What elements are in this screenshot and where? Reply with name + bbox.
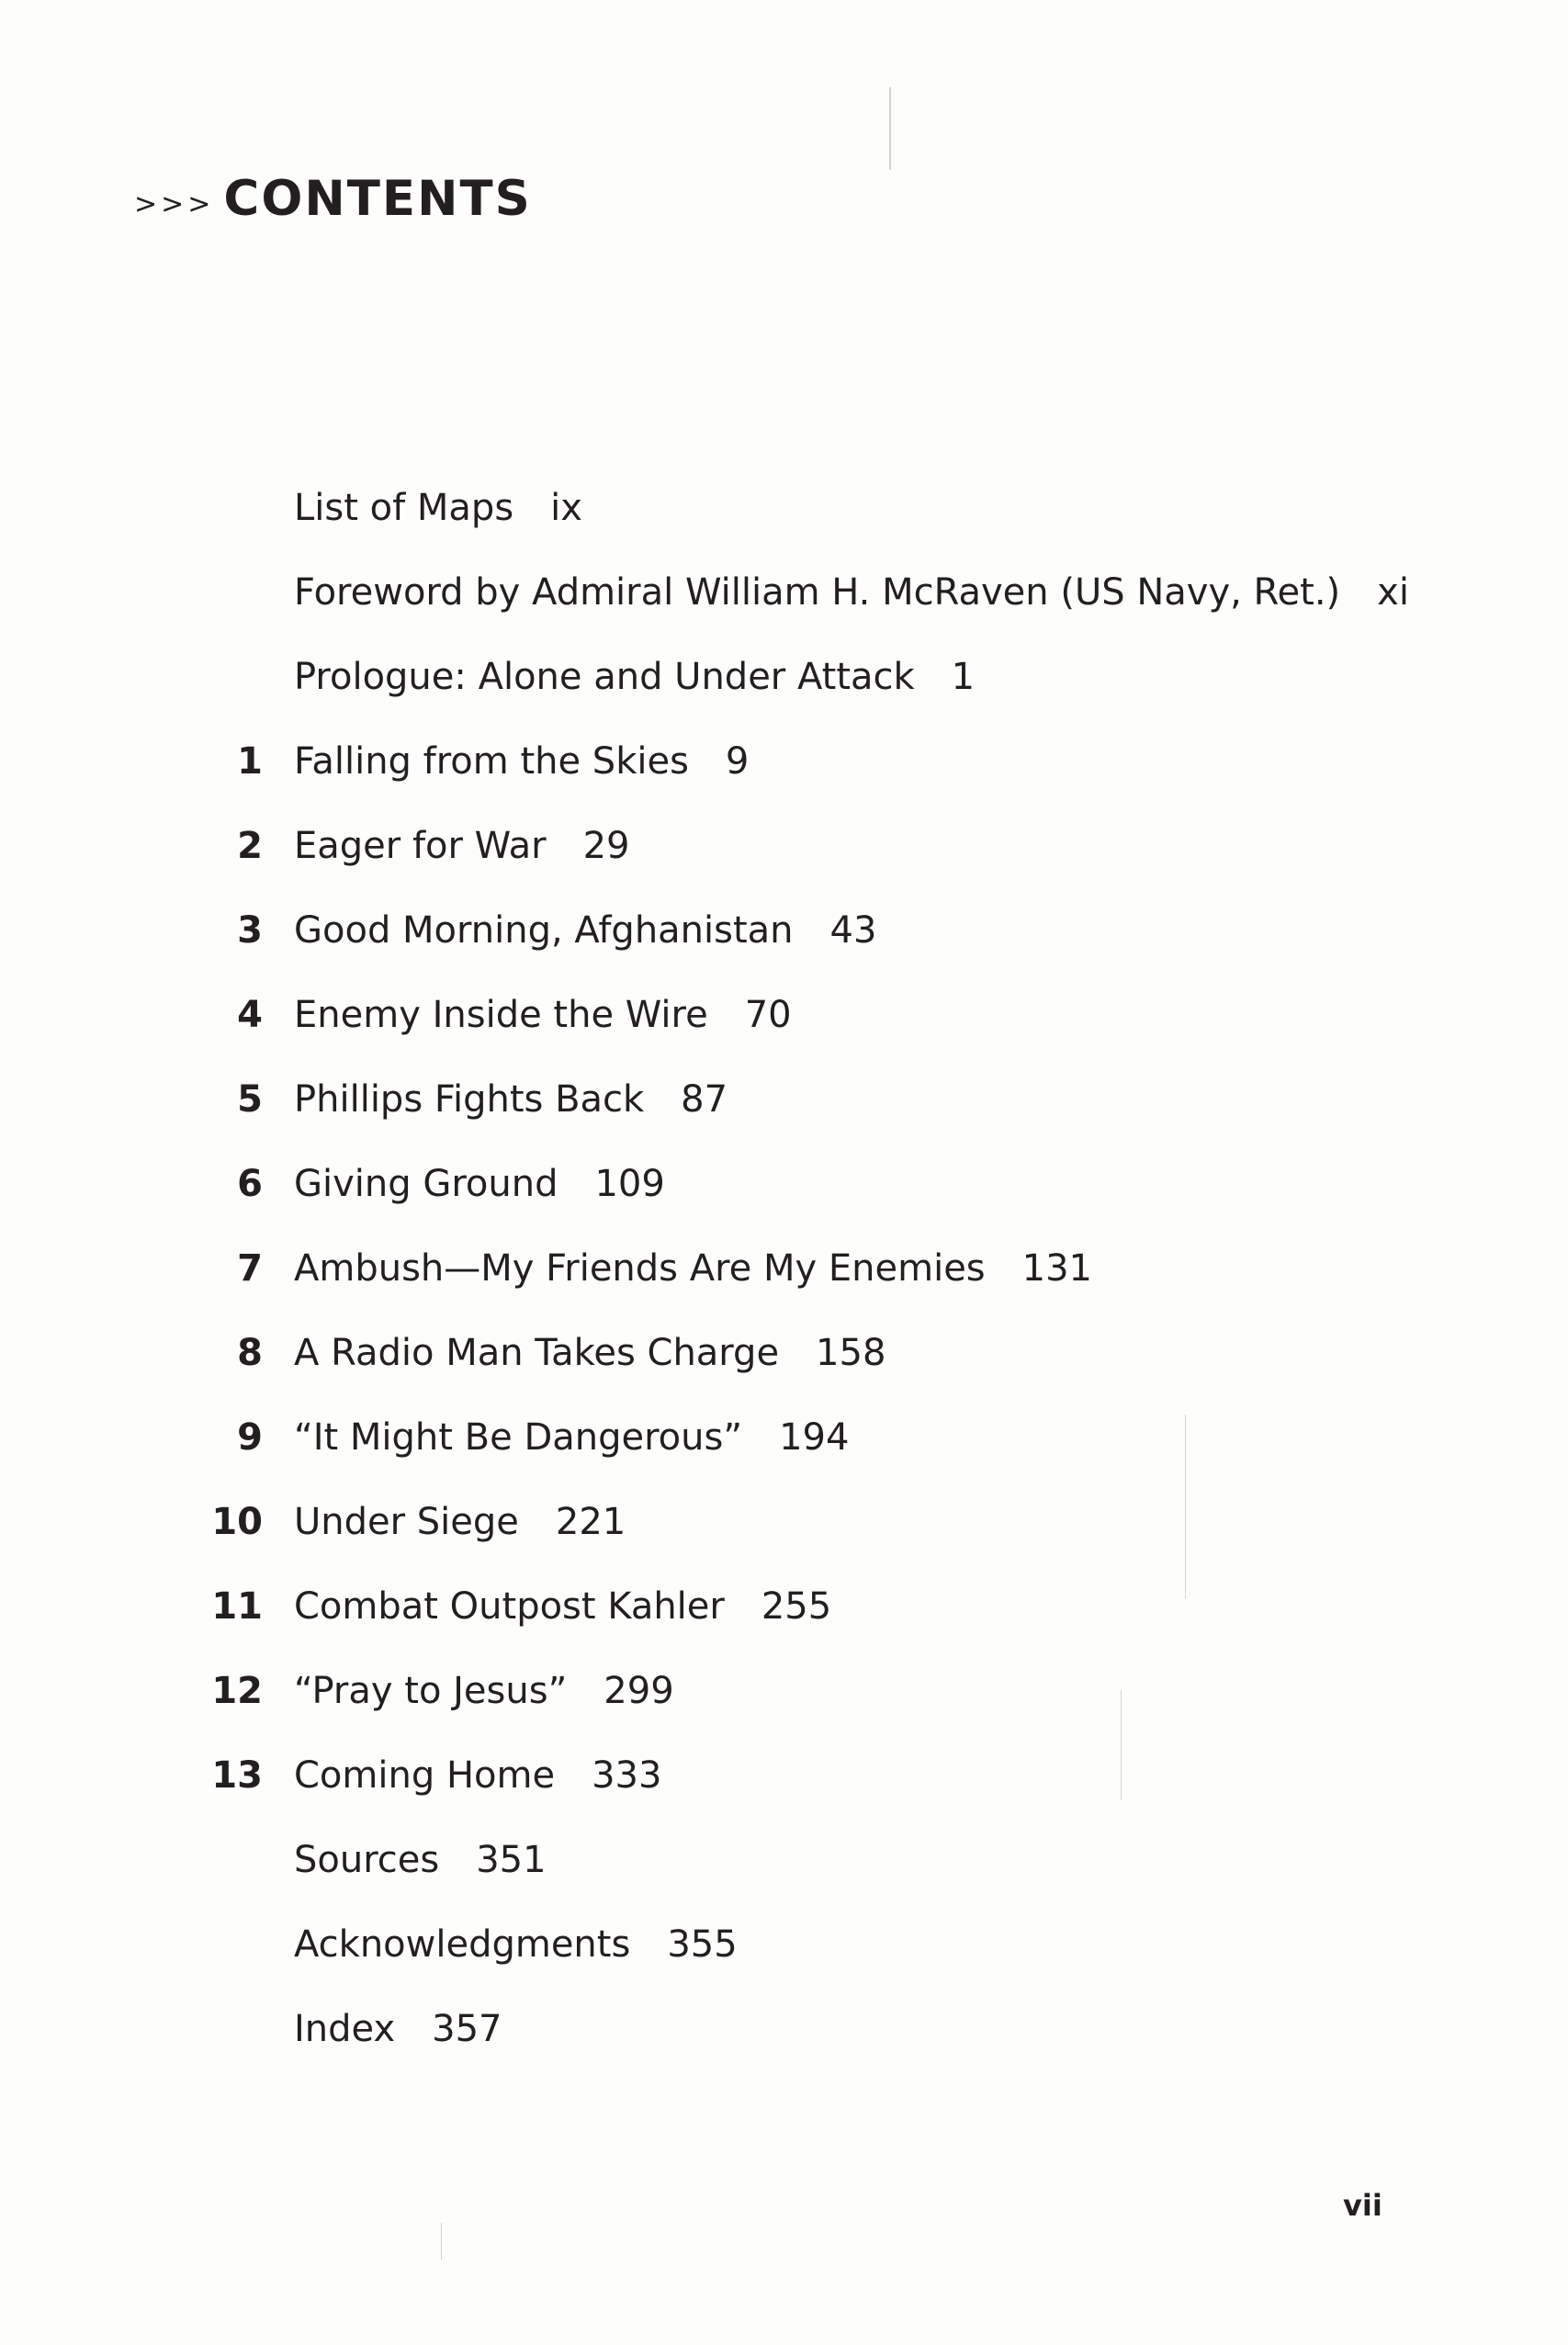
toc-entry (294, 478, 582, 538)
chapter-page-number: 355 (667, 1923, 738, 1966)
chapter-number: 6 (237, 1163, 263, 1205)
chapter-title: Coming Home (294, 1754, 556, 1797)
page-title: CONTENTS (223, 171, 532, 227)
chapter-title: Good Morning, Afghanistan (294, 909, 794, 952)
chapter-page-number: 221 (555, 1501, 626, 1543)
chapter-page-number: 9 (725, 740, 750, 783)
chapter-title: List of Maps (294, 487, 514, 529)
chapter-page-number: 357 (432, 2008, 502, 2050)
scan-mark (1185, 1415, 1186, 1598)
chapter-page-number: xi (1377, 571, 1409, 614)
chapter-title: A Radio Man Takes Charge (294, 1332, 780, 1374)
contents-heading (134, 171, 532, 227)
toc-entry (294, 1661, 674, 1721)
toc-row (0, 816, 1568, 900)
chapter-title: Sources (294, 1839, 440, 1881)
chapter-title: Eager for War (294, 825, 547, 867)
toc-row (0, 478, 1568, 562)
toc-row (0, 1576, 1568, 1661)
toc-row (0, 900, 1568, 985)
toc-entry (294, 816, 630, 876)
toc-entry (294, 562, 1409, 623)
chapter-title: Giving Ground (294, 1163, 558, 1205)
toc-row (0, 562, 1568, 647)
chapter-number: 3 (237, 909, 263, 952)
chapter-title: Enemy Inside the Wire (294, 994, 708, 1036)
chapter-number: 4 (237, 994, 263, 1036)
chapter-title: Prologue: Alone and Under Attack (294, 656, 915, 698)
chapter-page-number: 158 (816, 1332, 886, 1374)
page-number: vii (1343, 2188, 1382, 2223)
toc-entry (294, 1999, 502, 2059)
chapter-number: 10 (211, 1501, 263, 1543)
chapter-number: 9 (237, 1416, 263, 1459)
toc-row (0, 1154, 1568, 1238)
chapter-page-number: 131 (1021, 1247, 1092, 1290)
chapter-title: “Pray to Jesus” (294, 1670, 568, 1712)
chapter-title: “It Might Be Dangerous” (294, 1416, 743, 1459)
chapter-page-number: 43 (829, 909, 877, 952)
chapter-page-number: 87 (681, 1078, 728, 1121)
chapter-title: Ambush—My Friends Are My Enemies (294, 1247, 986, 1290)
toc-entry (294, 900, 876, 961)
toc-entry (294, 647, 975, 707)
toc-row (0, 1238, 1568, 1323)
chapter-page-number: 255 (761, 1585, 832, 1628)
toc-row (0, 1069, 1568, 1154)
chapter-page-number: 351 (476, 1839, 547, 1881)
chapter-title: Under Siege (294, 1501, 519, 1543)
toc-entry (294, 1914, 738, 1975)
chapter-page-number: ix (550, 487, 582, 529)
toc-row (0, 1914, 1568, 1999)
table-of-contents (0, 478, 1568, 2083)
chapter-page-number: 70 (744, 994, 792, 1036)
chapter-title: Phillips Fights Back (294, 1078, 645, 1121)
chapter-title: Acknowledgments (294, 1923, 631, 1966)
toc-entry (294, 731, 749, 792)
scan-mark (1121, 1690, 1122, 1800)
chapter-page-number: 333 (592, 1754, 662, 1797)
chapter-page-number: 1 (951, 656, 976, 698)
chapter-page-number: 109 (594, 1163, 665, 1205)
toc-entry (294, 985, 792, 1045)
chapter-number: 5 (237, 1078, 263, 1121)
toc-row (0, 1492, 1568, 1576)
chapter-title: Foreword by Admiral William H. McRaven (US Navy, Ret.) (294, 571, 1341, 614)
toc-entry (294, 1830, 547, 1890)
chapter-number: 8 (237, 1332, 263, 1374)
chapter-number: 11 (211, 1585, 263, 1628)
toc-entry (294, 1238, 1092, 1299)
toc-entry (294, 1576, 831, 1637)
toc-row (0, 647, 1568, 731)
toc-entry (294, 1745, 661, 1806)
toc-row (0, 985, 1568, 1069)
chapter-page-number: 299 (604, 1670, 674, 1712)
chapter-number: 7 (237, 1247, 263, 1290)
toc-entry (294, 1154, 665, 1214)
chapter-page-number: 29 (582, 825, 630, 867)
toc-row (0, 731, 1568, 816)
toc-row (0, 1323, 1568, 1407)
toc-row (0, 1661, 1568, 1745)
chapter-title: Index (294, 2008, 396, 2050)
chapter-title: Combat Outpost Kahler (294, 1585, 725, 1628)
scan-mark (441, 2223, 442, 2260)
chapter-number: 12 (211, 1670, 263, 1712)
chapter-number: 2 (237, 825, 263, 867)
toc-row (0, 1745, 1568, 1830)
toc-row (0, 1830, 1568, 1914)
toc-entry (294, 1323, 886, 1383)
scan-mark (889, 87, 891, 170)
chapter-title: Falling from the Skies (294, 740, 689, 783)
toc-row (0, 1407, 1568, 1492)
chapter-page-number: 194 (779, 1416, 850, 1459)
heading-arrows: >>> (134, 188, 215, 220)
chapter-number: 13 (211, 1754, 263, 1797)
toc-row (0, 1999, 1568, 2083)
toc-entry (294, 1407, 849, 1468)
toc-entry (294, 1492, 626, 1552)
toc-entry (294, 1069, 728, 1130)
chapter-number: 1 (237, 740, 263, 783)
